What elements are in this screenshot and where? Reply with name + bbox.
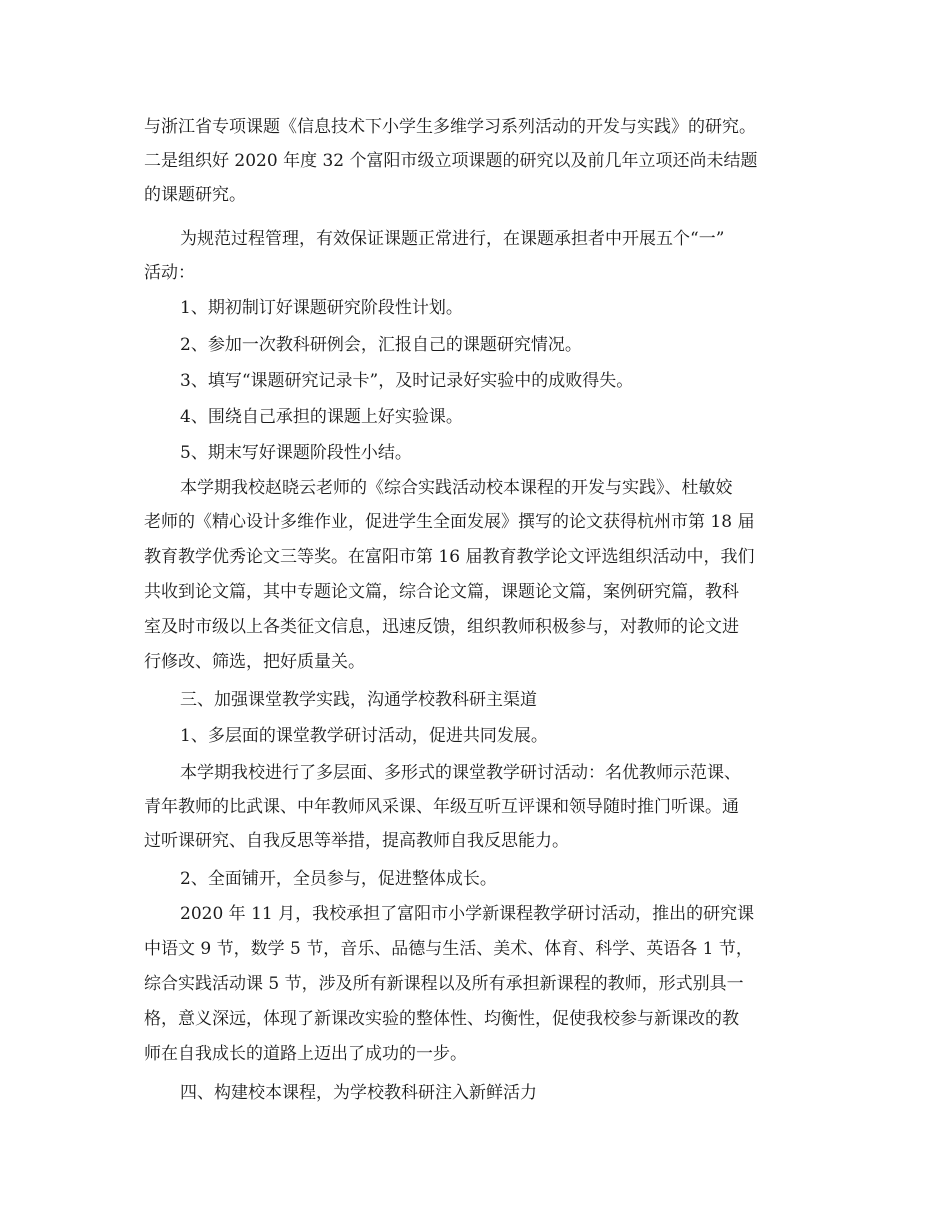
text-line: 室及时市级以上各类征文信息，迅速反馈，组织教师积极参与，对教师的论文进 [144,617,739,637]
paragraph-first-line: 本学期我校进行了多层面、多形式的课堂教学研讨活动：名优教师示范课、 [180,763,741,783]
text-line: 的课题研究。 [144,185,246,205]
text-line: 综合实践活动课 5 节，涉及所有新课程以及所有承担新课程的教师，形式别具一 [144,974,744,994]
list-item: 4、围绕自己承担的课题上好实验课。 [180,407,463,427]
text-line: 中语文 9 节，数学 5 节，音乐、品德与生活、美术、体育、科学、英语各 1 节， [144,939,753,959]
text-line: 青年教师的比武课、中年教师风采课、年级互听互评课和领导随时推门听课。通 [144,797,739,817]
text-line: 老师的《精心设计多维作业，促进学生全面发展》撰写的论文获得杭州市第 18 届 [144,512,755,532]
text-line: 与浙江省专项课题《信息技术下小学生多维学习系列活动的开发与实践》的研究。 [144,117,756,137]
text-line: 师在自我成长的道路上迈出了成功的一步。 [144,1044,467,1064]
list-item: 2、参加一次教科研例会，汇报自己的课题研究情况。 [180,335,582,355]
section-heading: 四、构建校本课程，为学校教科研注入新鲜活力 [180,1083,537,1103]
list-item: 1、期初制订好课题研究阶段性计划。 [180,298,463,318]
list-item: 5、期末写好课题阶段性小结。 [180,443,412,463]
section-heading: 三、加强课堂教学实践，沟通学校教科研主渠道 [180,690,537,710]
text-line: 活动： [144,263,195,283]
paragraph-first-line: 2020 年 11 月，我校承担了富阳市小学新课程教学研讨活动，推出的研究课 [180,904,755,924]
list-item: 3、填写“课题研究记录卡”，及时记录好实验中的成败得失。 [180,371,634,391]
paragraph-first-line: 本学期我校赵晓云老师的《综合实践活动校本课程的开发与实践》、杜敏姣 [180,478,733,498]
text-line: 过听课研究、自我反思等举措，提高教师自我反思能力。 [144,831,569,851]
subsection-heading: 2、全面铺开，全员参与，促进整体成长。 [180,869,497,889]
text-line: 二是组织好 2020 年度 32 个富阳市级立项课题的研究以及前几年立项还尚未结题 [144,151,758,171]
paragraph-first-line: 为规范过程管理，有效保证课题正常进行，在课题承担者中开展五个“一” [180,229,725,249]
text-line: 格，意义深远，体现了新课改实验的整体性、均衡性，促使我校参与新课改的教 [144,1009,739,1029]
text-line: 共收到论文篇，其中专题论文篇，综合论文篇，课题论文篇，案例研究篇，教科 [144,582,739,602]
text-line: 教育教学优秀论文三等奖。在富阳市第 16 届教育教学论文评选组织活动中，我们 [144,547,755,567]
text-line: 行修改、筛选，把好质量关。 [144,652,365,672]
subsection-heading: 1、多层面的课堂教学研讨活动，促进共同发展。 [180,726,548,746]
